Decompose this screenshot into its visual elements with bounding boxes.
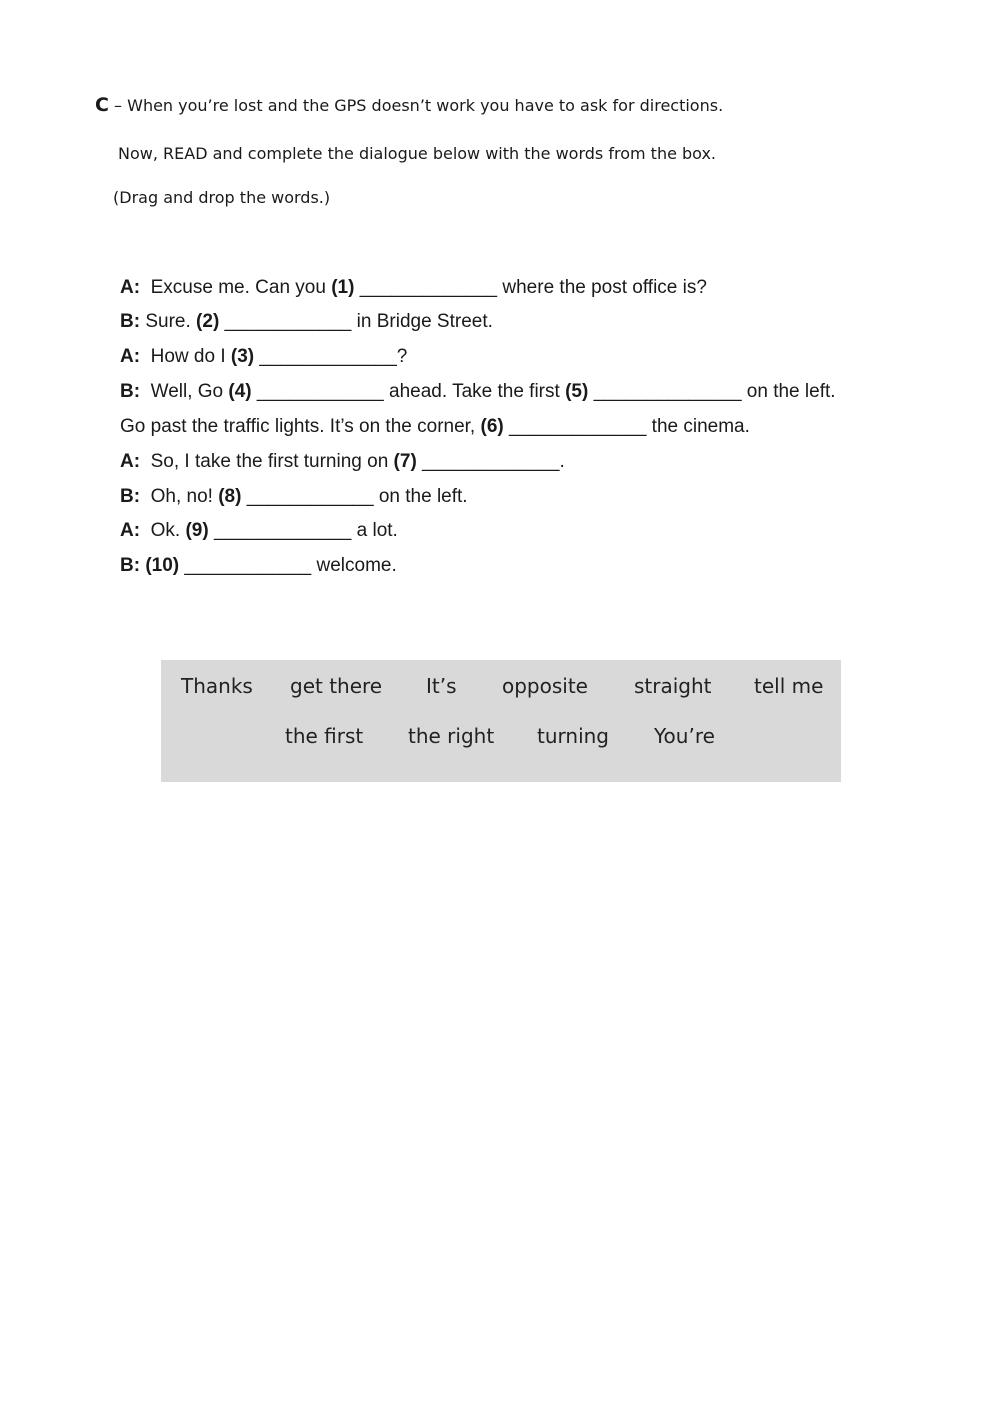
dialogue-text: ahead. Take the first: [389, 381, 566, 402]
dialogue-line-6: [120, 450, 565, 474]
dialogue-text: How do I: [150, 346, 231, 367]
word-chip[interactable]: tell me: [754, 674, 824, 698]
speaker-label: B:: [120, 381, 141, 402]
drop-blank-2[interactable]: ____________: [219, 311, 357, 332]
dialogue-text: where the post office is?: [502, 277, 707, 298]
word-chip[interactable]: straight: [634, 674, 712, 698]
dialogue-text: on the left.: [746, 381, 836, 402]
drop-blank-8[interactable]: ____________: [241, 486, 379, 507]
drop-blank-10[interactable]: ____________: [179, 555, 317, 576]
dialogue-text: a lot.: [356, 520, 398, 541]
instruction-line-1: – When you’re lost and the GPS doesn’t work you have to ask for directions.: [108, 96, 724, 115]
speaker-label: A:: [120, 451, 141, 472]
blank-number: (9): [185, 520, 209, 541]
dialogue-line-8: [120, 519, 398, 543]
dialogue-text: the cinema.: [651, 416, 750, 437]
dialogue-line-5: [120, 415, 750, 439]
instruction-line-2: Now, READ and complete the dialogue below with the words from the box.: [118, 144, 717, 163]
dialogue-text: Sure.: [145, 311, 197, 332]
blank-number: (7): [393, 451, 417, 472]
speaker-label: A:: [120, 520, 141, 541]
word-bank: [161, 660, 841, 782]
blank-number: (2): [196, 311, 220, 332]
dialogue-text: welcome.: [316, 555, 397, 576]
drop-blank-1[interactable]: _____________: [354, 277, 503, 298]
drop-blank-7[interactable]: _____________: [416, 451, 560, 472]
speaker-label: B:: [120, 555, 141, 576]
word-chip[interactable]: It’s: [426, 674, 457, 698]
blank-number: (8): [218, 486, 242, 507]
instruction-heading: [95, 94, 723, 116]
word-chip[interactable]: turning: [537, 724, 609, 748]
blank-number: (3): [230, 346, 255, 367]
dialogue-text: Go past the traffic lights. It’s on the corner,: [120, 416, 481, 437]
dialogue-text: ?: [396, 346, 408, 367]
word-chip[interactable]: get there: [290, 674, 383, 698]
dialogue-text: Excuse me. Can you: [150, 277, 332, 298]
drop-blank-5[interactable]: ______________: [588, 381, 747, 402]
drop-blank-9[interactable]: _____________: [208, 520, 357, 541]
dialogue-text: Oh, no!: [150, 486, 219, 507]
dialogue-text: Well, Go: [150, 381, 229, 402]
word-chip[interactable]: Thanks: [181, 674, 253, 698]
blank-number: (5): [565, 381, 589, 402]
word-chip[interactable]: opposite: [502, 674, 588, 698]
instruction-line-3: (Drag and drop the words.): [113, 188, 331, 207]
section-letter: C: [95, 94, 109, 116]
speaker-label: A:: [120, 346, 141, 367]
drop-blank-6[interactable]: _____________: [503, 416, 652, 437]
dialogue-text: on the left.: [378, 486, 468, 507]
dialogue-text: in Bridge Street.: [356, 311, 493, 332]
blank-number: (1): [331, 277, 355, 298]
dialogue-line-4: [120, 380, 836, 404]
word-chip[interactable]: the first: [285, 724, 364, 748]
blank-number: (6): [480, 416, 504, 437]
dialogue-text: .: [559, 451, 565, 472]
word-chip[interactable]: the right: [408, 724, 495, 748]
blank-number: (10): [145, 555, 180, 576]
speaker-label: B:: [120, 311, 141, 332]
dialogue-text: Ok.: [150, 520, 186, 541]
dialogue-line-1: [120, 276, 707, 300]
speaker-label: B:: [120, 486, 141, 507]
dialogue-text: So, I take the first turning on: [150, 451, 394, 472]
blank-number: (4): [228, 381, 252, 402]
drop-blank-3[interactable]: _____________: [254, 346, 397, 367]
dialogue-line-9: [120, 554, 397, 578]
dialogue-line-7: [120, 485, 468, 509]
dialogue-line-3: [120, 345, 407, 369]
dialogue-line-2: [120, 310, 493, 334]
drop-blank-4[interactable]: ____________: [251, 381, 390, 402]
speaker-label: A:: [120, 277, 141, 298]
word-chip[interactable]: You’re: [654, 724, 715, 748]
